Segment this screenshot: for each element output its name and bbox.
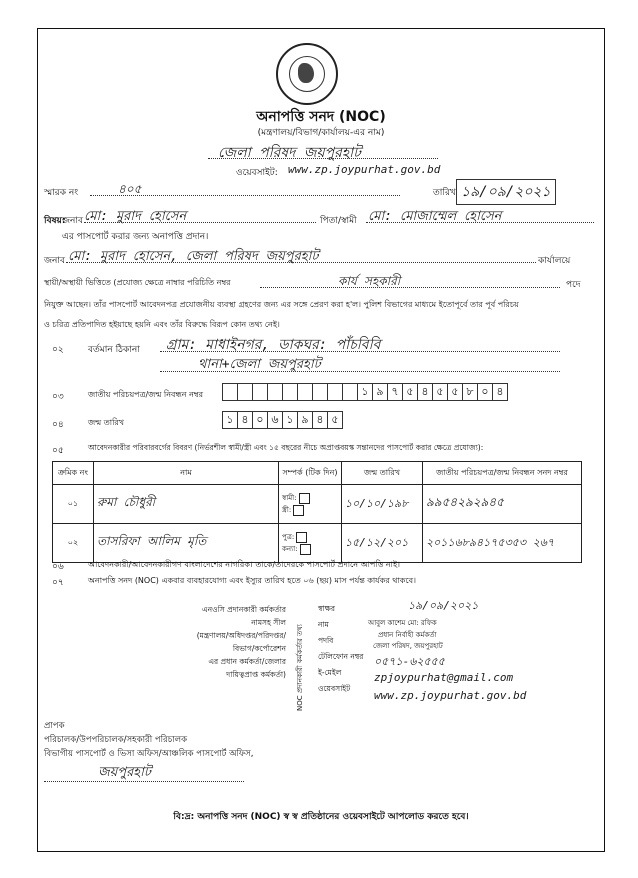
- address-label: বর্তমান ঠিকানা: [88, 345, 140, 355]
- item7-num: ০৭: [52, 578, 64, 588]
- ref-label: স্মারক নং: [44, 188, 79, 198]
- sig-left: এনওসি প্রদানকারী কর্মকর্তার নামসহ সীল (মন্ত্রণালয়/অধিদপ্তর/পরিদপ্তর/ বিভাগ/কর্পোরেশন এর প্রধান কর্মকর্তা/জেলার দায়িত্বপ্রাপ্ত কর্মকর্তা): [196, 605, 286, 679]
- ref-value: ৪০৫: [118, 182, 142, 196]
- recipient-line2: বিভাগীয় পাসপোর্ট ও ভিসা অফিস/আঞ্চলিক পাসপোর্ট অফিস,: [44, 749, 254, 759]
- table-row: ০১ রুমা চৌধুরী স্বামী: স্ত্রী: ১০/১০/১৯৮ ৯৯৫৪২৯২৯৪৫: [53, 485, 582, 524]
- recipient-line1: পরিচালক/উপপরিচালক/সহকারী পরিচালক: [44, 735, 188, 745]
- sig-website: www.zp.joypurhat.gov.bd: [374, 689, 527, 702]
- sig-designation: প্রধান নির্বাহী কর্মকর্তা: [378, 631, 437, 639]
- col-relation: সম্পর্ক (টিক দিন): [279, 462, 342, 485]
- post-label: স্থায়ী/অস্থায়ী ভিত্তিতে (প্রযোজ্য ক্ষেত্রে নাম্বার পরিচিতি নম্বর: [44, 278, 231, 287]
- family-heading: আবেদনকারীর পরিবারবর্গের বিবরণ (নির্ভরশীল স্বামী/স্ত্রী এবং ১৫ বছরের নীচে অপ্রাপ্তবয়স্ক সন্তানদের পাসপোর্ট করার ক্ষেত্রে প্রযোজ্য):: [88, 443, 484, 452]
- sig-side-text: NOC প্রদানকারী কর্মকর্তার তথ্য: [296, 624, 304, 711]
- address-line1: গ্রাম: মাধাইনগর, ডাকঘর: পাঁচবিবি: [166, 337, 381, 353]
- col-id: জাতীয় পরিচয়পত্র/জন্ম নিবন্ধন সনদ নম্বর: [423, 462, 582, 485]
- family-table: [52, 461, 582, 563]
- address-line2: থানা+জেলা জয়পুরহাট: [198, 357, 321, 372]
- recipient-place: জয়পুরহাট: [98, 765, 151, 780]
- nid-boxes: ১ ৯ ৭ ৫ ৪ ৫ ৫ ৮ ০ ৪: [222, 383, 508, 401]
- office-website: www.zp.joypurhat.gov.bd: [288, 163, 441, 176]
- dob-label: জন্ম তারিখ: [88, 418, 125, 427]
- father-name: মো: মোজাম্মেল হোসেন: [368, 209, 502, 224]
- date-label: তারিখ: [433, 188, 456, 198]
- col-sl: ক্রমিক নং: [53, 462, 94, 485]
- table-row: ০২ তাসরিফা আলিম মৃতি পুত্র: কন্যা: ১৫/১২/২০১ ২০১১৬৮৯৪১৭৫৩৫৩ ২৬৭: [53, 524, 582, 563]
- footnote: বি:দ্র: অনাপত্তি সনদ (NOC) স্ব স্ব প্রতিষ্ঠানের ওয়েবসাইটে আপলোড করতে হবে।: [173, 812, 469, 822]
- post-suffix: পদে: [566, 280, 581, 290]
- office-suffix: কার্যালয়ে: [538, 256, 571, 266]
- subject-label: বিষয়:: [44, 216, 66, 226]
- address-num: ০২: [52, 345, 64, 355]
- website-label: ওয়েবসাইট:: [236, 168, 278, 178]
- item7-text: অনাপত্তি সনদ (NOC) একবার ব্যবহারযোগ্য এবং ইস্যুর তারিখ হতে ০৬ (ছয়) মাস পর্যন্ত কার্যকর থাকবে।: [88, 576, 416, 585]
- dob-boxes: ১ ৪ ০ ৬ ১ ৯ ৪ ৫: [222, 411, 343, 429]
- date-value: ১৯/০৯/২০২১: [456, 179, 556, 205]
- body-para3: ও চরিত্র প্রতিপাদিত হইয়াছে হয়নি এবং তাঁর বিরুদ্ধে বিরূপ কোন তথ্য নেই।: [44, 320, 280, 329]
- col-name: নাম: [94, 462, 279, 485]
- form-subtitle: (মন্ত্রণালয়/বিভাগ/কার্যালয়-এর নাম): [257, 128, 385, 138]
- col-dob: জন্ম তারিখ: [342, 462, 423, 485]
- dob-num: ০৪: [52, 420, 64, 430]
- form-title: অনাপত্তি সনদ (NOC): [256, 109, 386, 125]
- body-para2: নিযুক্ত আছেন। তাঁর পাসপোর্ট আবেদনপত্র প্রযোজনীয় ব্যবস্থা গ্রহণের জন্য এর সঙ্গে প্রেরণ করা হ'ল। পুলিশ বিভাগের মাধ্যমে ইতোপূর্বে তার পূর্ব পরিচয়: [44, 300, 519, 309]
- checkbox-daughter[interactable]: [300, 544, 311, 555]
- checkbox-son[interactable]: [296, 532, 307, 543]
- sig-stamp: জেলা পরিষদ, জয়পুরহাট: [373, 642, 443, 650]
- nid-num: ০৩: [52, 392, 64, 402]
- sig-labels: স্বাক্ষর নাম পদবি টেলিফোন নম্বর ই-মেইল ওয়েবসাইট: [318, 604, 364, 693]
- father-label: পিতা/স্বামী: [320, 216, 357, 226]
- noc-form: [37, 28, 605, 852]
- item6-text: আবেদনকারী/আবেদনকারীগণ বাংলাদেশের নাগরিক। তাকে/তাদেরকে পাসপোর্ট প্রদানে আপত্তি নাই।: [88, 560, 401, 569]
- subject-rest: এর পাসপোর্ট করার জন্য অনাপত্তি প্রদান।: [62, 232, 209, 242]
- sig-phone: ০৫৭১-৬২৫৫৫: [374, 655, 445, 668]
- sig-email: zpjoypurhat@gmail.com: [374, 671, 514, 684]
- checkbox-spouse-1[interactable]: [299, 493, 310, 504]
- family-num: ০৫: [52, 446, 64, 456]
- post-value: কার্য সহকারী: [338, 274, 401, 288]
- subject-prefix: জনাব: [62, 216, 84, 226]
- sig-date: ১৯/০৯/২০২১: [408, 599, 479, 612]
- item6-num: ০৬: [52, 562, 64, 572]
- checkbox-spouse-2[interactable]: [293, 505, 304, 516]
- office-name: জেলা পরিষদ জয়পুরহাট: [218, 145, 361, 161]
- subject-name: মো: মুরাদ হোসেন: [84, 209, 187, 224]
- nid-label: জাতীয় পরিচয়পত্র/জন্ম নিবন্ধন নম্বর: [88, 390, 203, 399]
- body-prefix: জনাব: [44, 256, 66, 266]
- government-seal-icon: [276, 43, 338, 105]
- recipient-label: প্রাপক: [44, 721, 65, 731]
- body-name-office: মো: মুরাদ হোসেন, জেলা পরিষদ জয়পুরহাট: [68, 249, 319, 264]
- sig-name: আবুল কাশেম মো: রফিক: [368, 619, 437, 627]
